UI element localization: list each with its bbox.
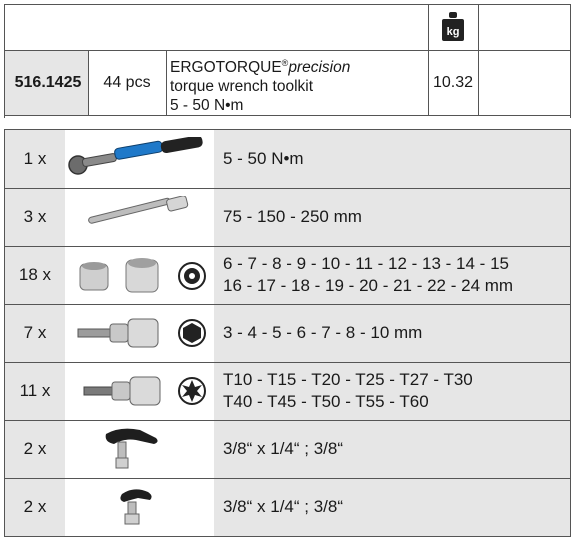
product-brand-suffix: precision xyxy=(288,59,351,77)
item-spec: 3/8“ x 1/4“ ; 3/8“ xyxy=(223,439,343,458)
torx-star-icon xyxy=(177,376,207,406)
header-table xyxy=(0,0,575,118)
item-spec: T10 - T15 - T20 - T25 - T27 - T30 T40 - T45 - T50 - T55 - T60 xyxy=(223,370,473,411)
hex-bit-socket-icon xyxy=(74,316,166,350)
item-qty: 7 x xyxy=(23,323,47,342)
product-description: ERGOTORQUE®precision torque wrench toolkit 5 - 50 N•m xyxy=(170,54,426,114)
product-line3: 5 - 50 N•m xyxy=(170,97,244,115)
list-item xyxy=(0,478,575,536)
adapter-handle-small-icon xyxy=(112,484,160,532)
product-line2: torque wrench toolkit xyxy=(170,78,314,96)
list-item xyxy=(0,362,575,420)
item-spec: 6 - 7 - 8 - 9 - 10 - 11 - 12 - 13 - 14 - 15 16 - 17 - 18 - 19 - 20 - 21 - 22 - 24 mm xyxy=(223,254,514,295)
svg-text:kg: kg xyxy=(446,26,460,38)
weight-kg-icon xyxy=(440,10,466,44)
product-number: 516.1425 xyxy=(14,74,82,91)
product-weight: 10.32 xyxy=(432,74,474,91)
item-qty: 1 x xyxy=(23,148,47,168)
hexagon-icon xyxy=(177,318,207,348)
item-qty: 11 x xyxy=(19,381,51,400)
item-spec: 3/8“ x 1/4“ ; 3/8“ xyxy=(223,497,343,516)
list-item xyxy=(0,304,575,362)
item-qty: 2 x xyxy=(23,497,47,516)
product-pieces: 44 pcs xyxy=(103,74,151,91)
socket-icon xyxy=(74,256,166,296)
list-item xyxy=(0,246,575,304)
item-spec: 3 - 4 - 5 - 6 - 7 - 8 - 10 mm xyxy=(223,323,423,342)
item-spec: 5 - 50 N•m xyxy=(223,148,304,168)
torque-wrench-icon xyxy=(64,137,212,179)
item-spec: 75 - 150 - 250 mm xyxy=(223,207,362,226)
list-item xyxy=(0,129,575,188)
adapter-handle-large-icon xyxy=(100,424,164,474)
list-item xyxy=(0,420,575,478)
torx-bit-socket-icon xyxy=(80,374,168,408)
product-brand: ERGOTORQUE xyxy=(170,59,282,77)
list-item xyxy=(0,188,575,246)
item-qty: 18 x xyxy=(18,265,52,284)
extension-bar-icon xyxy=(80,196,200,238)
item-qty: 2 x xyxy=(23,439,47,458)
twelve-point-icon xyxy=(177,261,207,291)
item-qty: 3 x xyxy=(23,207,47,226)
